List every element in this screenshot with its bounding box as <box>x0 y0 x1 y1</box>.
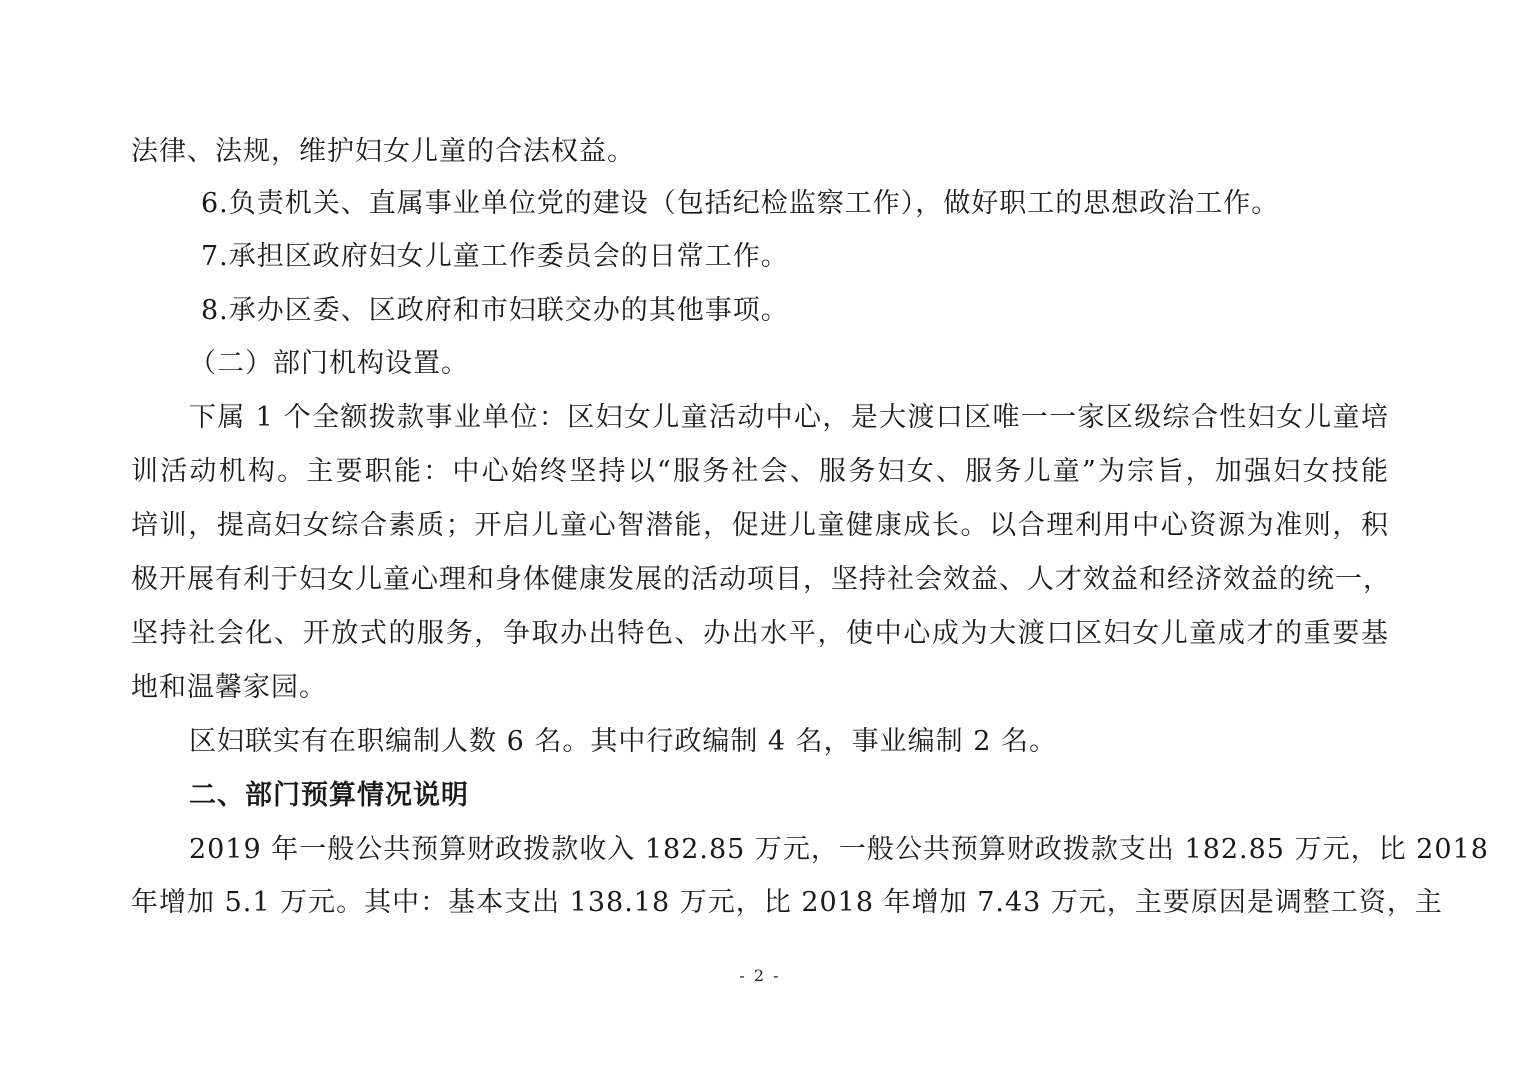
paragraph-line-15: 年增加 5.1 万元。其中：基本支出 138.18 万元，比 2018 年增加 7.43 万元，主要原因是调整工资，主 <box>131 887 1443 918</box>
paragraph-line-12: 区妇联实有在职编制人数 6 名。其中行政编制 4 名，事业编制 2 名。 <box>189 726 1058 757</box>
paragraph-line-3: 7.承担区政府妇女儿童工作委员会的日常工作。 <box>201 241 789 272</box>
paragraph-line-8: 培训，提高妇女综合素质；开启儿童心智潜能，促进儿童健康成长。以合理利用中心资源为准则，积 <box>131 510 1389 541</box>
page-number: - 2 - <box>739 966 781 985</box>
paragraph-line-1: 法律、法规，维护妇女儿童的合法权益。 <box>131 136 635 167</box>
section-heading: 二、部门预算情况说明 <box>189 780 469 811</box>
paragraph-line-6: 下属 1 个全额拨款事业单位：区妇女儿童活动中心，是大渡口区唯一一家区级综合性妇女儿童培 <box>189 402 1389 433</box>
paragraph-line-4: 8.承办区委、区政府和市妇联交办的其他事项。 <box>201 295 789 326</box>
paragraph-line-2: 6.负责机关、直属事业单位党的建设（包括纪检监察工作），做好职工的思想政治工作。 <box>201 188 1280 219</box>
paragraph-line-10: 坚持社会化、开放式的服务，争取办出特色、办出水平，使中心成为大渡口区妇女儿童成才的重要基 <box>131 618 1389 649</box>
paragraph-line-14: 2019 年一般公共预算财政拨款收入 182.85 万元，一般公共预算财政拨款支出 182.85 万元，比 2018 <box>189 834 1489 865</box>
paragraph-line-7: 训活动机构。主要职能：中心始终坚持以“服务社会、服务妇女、服务儿童”为宗旨，加强妇女技能 <box>131 456 1389 487</box>
section-subheading: （二）部门机构设置。 <box>189 348 469 379</box>
paragraph-line-11: 地和温馨家园。 <box>131 672 327 703</box>
paragraph-line-9: 极开展有利于妇女儿童心理和身体健康发展的活动项目，坚持社会效益、人才效益和经济效益的统一， <box>131 564 1391 595</box>
